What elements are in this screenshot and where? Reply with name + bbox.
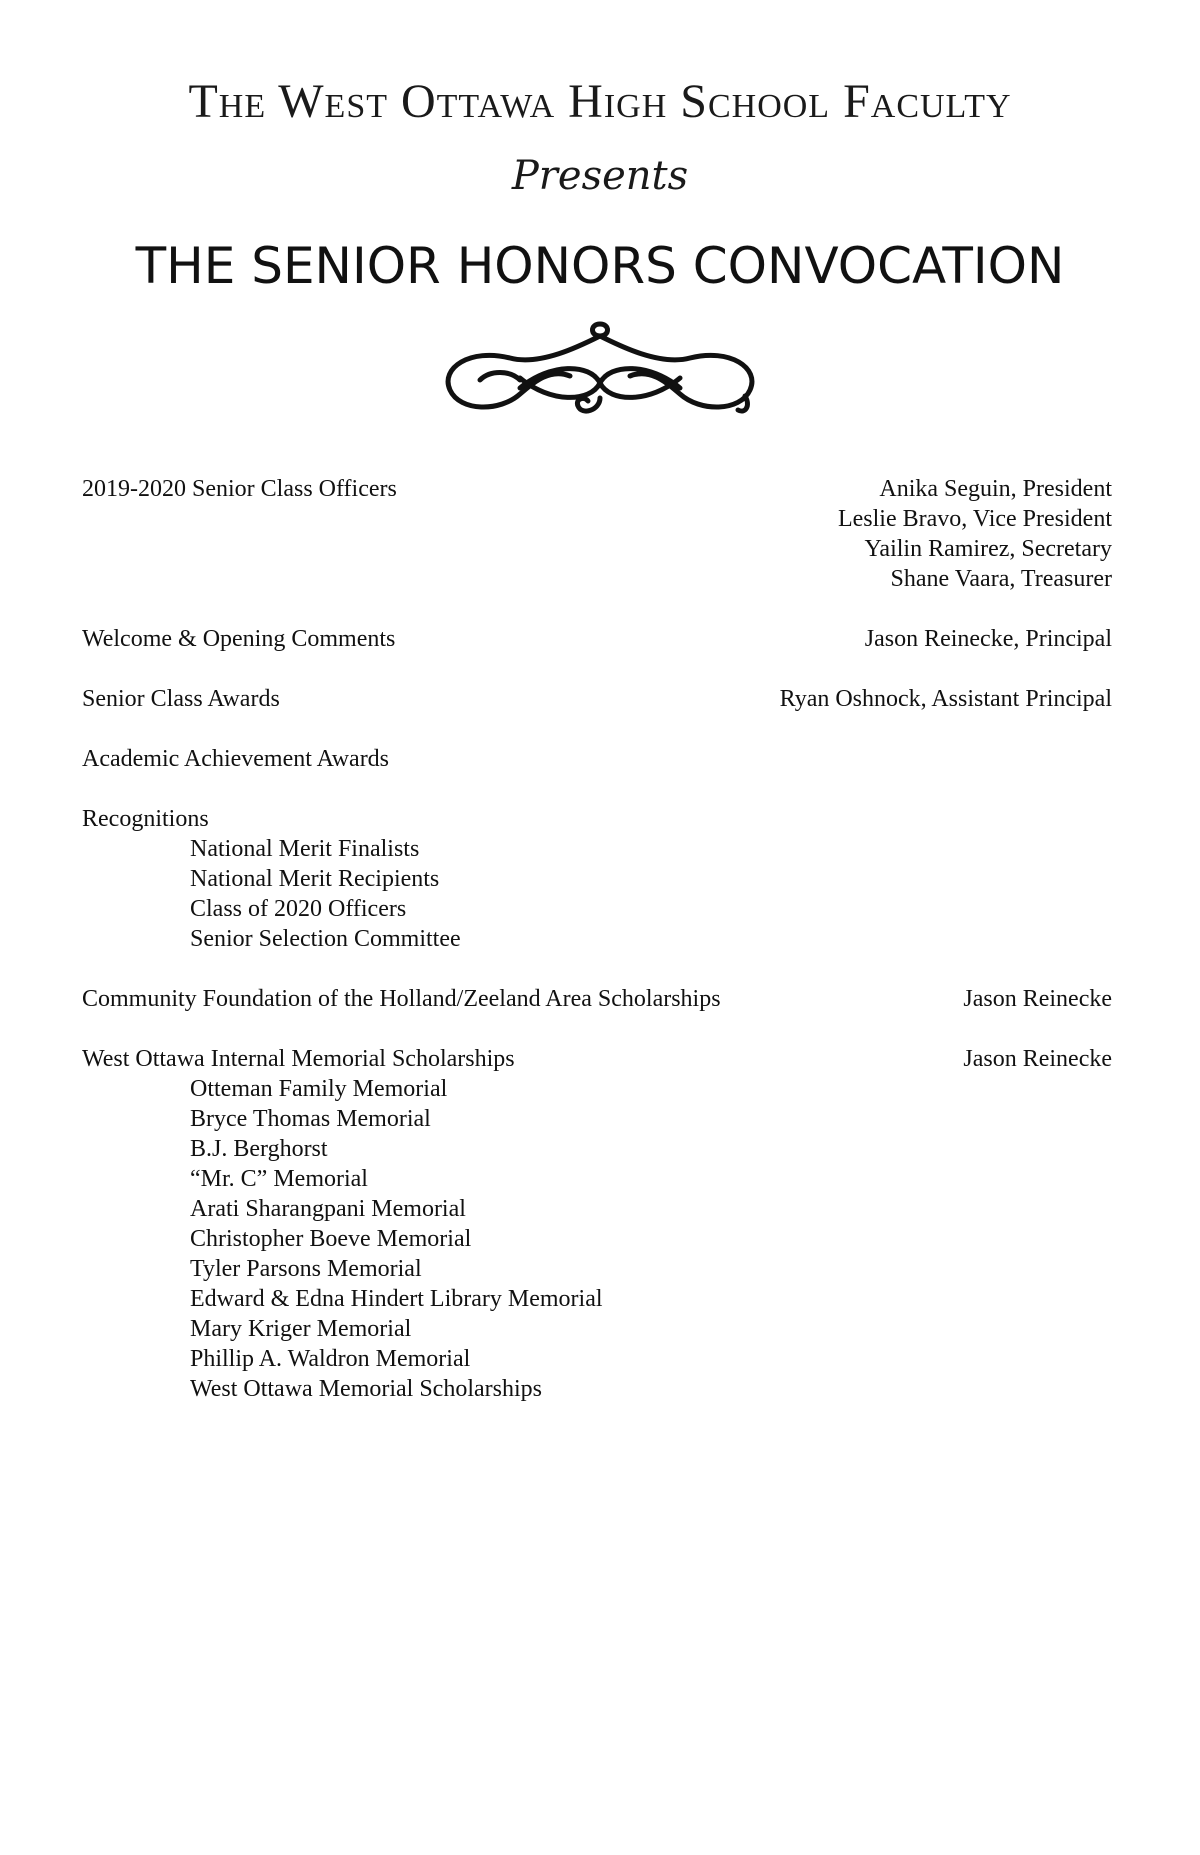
- presents-heading: Presents: [511, 153, 689, 199]
- memorial-item: West Ottawa Memorial Scholarships: [190, 1376, 542, 1402]
- program-row-recognitions: [82, 804, 1112, 834]
- list-item: [82, 1254, 1112, 1284]
- program-row-community: [82, 984, 1112, 1014]
- program-row: [82, 564, 1112, 594]
- memorial-item: Christopher Boeve Memorial: [190, 1226, 472, 1252]
- memorial-item: Arati Sharangpani Memorial: [190, 1196, 466, 1222]
- recognition-item: Senior Selection Committee: [190, 926, 461, 952]
- list-item: [82, 1104, 1112, 1134]
- memorial-item: Bryce Thomas Memorial: [190, 1106, 431, 1132]
- recognition-item: Class of 2020 Officers: [190, 896, 407, 922]
- list-item: [82, 1344, 1112, 1374]
- program-row-academic: [82, 744, 1112, 774]
- academic-label: Academic Achievement Awards: [82, 746, 390, 772]
- community-presenter: Jason Reinecke: [963, 986, 1112, 1012]
- list-item: [82, 1194, 1112, 1224]
- memorial-item: Mary Kriger Memorial: [190, 1316, 412, 1342]
- officer-name: Shane Vaara, Treasurer: [890, 566, 1112, 592]
- welcome-presenter: Jason Reinecke, Principal: [864, 626, 1112, 652]
- memorial-item: Edward & Edna Hindert Library Memorial: [190, 1286, 603, 1312]
- program-row-internal: [82, 1044, 1112, 1074]
- flourish-ornament-icon: [440, 318, 760, 428]
- recognition-item: National Merit Finalists: [190, 836, 420, 862]
- program-row-welcome: [82, 624, 1112, 654]
- memorial-item: “Mr. C” Memorial: [190, 1166, 368, 1192]
- list-item: [82, 1374, 1112, 1404]
- list-item: [82, 1074, 1112, 1104]
- memorial-item: Phillip A. Waldron Memorial: [190, 1346, 471, 1372]
- list-item: [82, 924, 1112, 954]
- program-row-officers: [82, 474, 1112, 504]
- recognitions-label: Recognitions: [82, 806, 209, 832]
- officer-name: Anika Seguin, President: [879, 476, 1112, 502]
- memorial-item: Otteman Family Memorial: [190, 1076, 448, 1102]
- list-item: [82, 1314, 1112, 1344]
- list-item: [82, 834, 1112, 864]
- list-item: [82, 1224, 1112, 1254]
- senior-awards-presenter: Ryan Oshnock, Assistant Principal: [779, 686, 1112, 712]
- list-item: [82, 894, 1112, 924]
- officer-name: Leslie Bravo, Vice President: [837, 506, 1112, 532]
- internal-label: West Ottawa Internal Memorial Scholarships: [82, 1046, 515, 1072]
- community-label: Community Foundation of the Holland/Zeeland Area Scholarships: [82, 986, 721, 1012]
- recognition-item: National Merit Recipients: [190, 866, 440, 892]
- list-item: [82, 1134, 1112, 1164]
- memorial-item: B.J. Berghorst: [190, 1136, 328, 1162]
- list-item: [82, 1284, 1112, 1314]
- memorial-item: Tyler Parsons Memorial: [190, 1256, 422, 1282]
- list-item: [82, 1164, 1112, 1194]
- officer-name: Yailin Ramirez, Secretary: [864, 536, 1112, 562]
- faculty-heading: The West Ottawa High School Faculty: [188, 75, 1012, 128]
- list-item: [82, 864, 1112, 894]
- internal-presenter: Jason Reinecke: [963, 1046, 1112, 1072]
- welcome-label: Welcome & Opening Comments: [82, 626, 396, 652]
- officers-label: 2019-2020 Senior Class Officers: [82, 476, 397, 502]
- convocation-title: THE SENIOR HONORS CONVOCATION: [135, 237, 1065, 295]
- program-row: [82, 504, 1112, 534]
- program-row: [82, 534, 1112, 564]
- program-row-senior-awards: [82, 684, 1112, 714]
- senior-awards-label: Senior Class Awards: [82, 686, 280, 712]
